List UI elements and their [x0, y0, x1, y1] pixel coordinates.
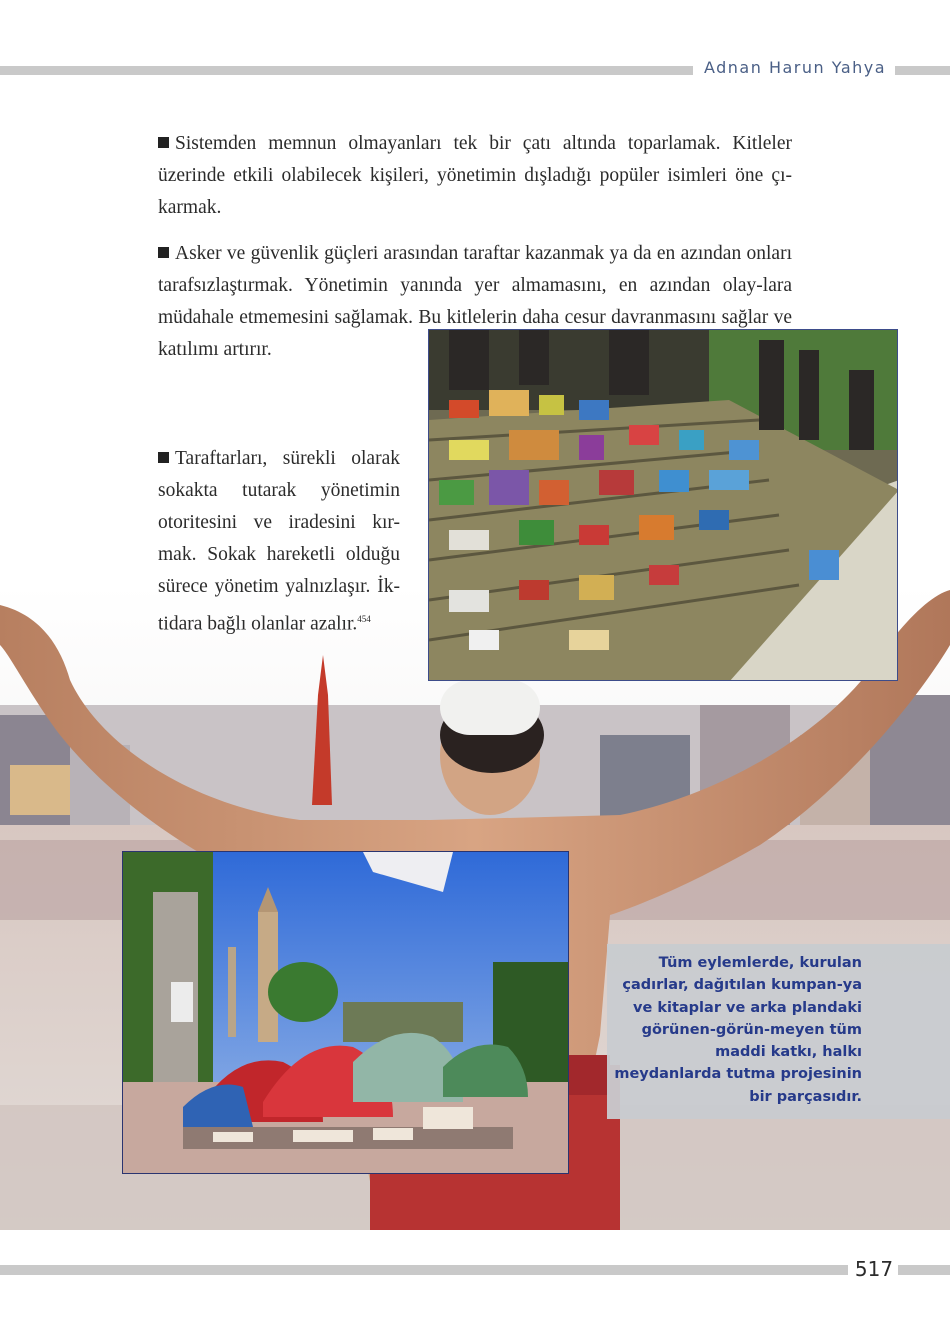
paragraph-3-text: Taraftarları, sürekli olarak sokakta tutarak yönetimin otoritesini ve iradesini kır-mak. Sokak hareketli olduğu sürece yönetim yalnızlaşır. İk-tidara bağlı olanlar azalır.: [158, 448, 400, 635]
tents-photo: [122, 851, 569, 1174]
paragraph-1-text: Sistemden memnun olmayanları tek bir çatı altında toparlamak. Kitleler üzerinde etkili olabilecek kişileri, yönetimin dışladığı popüler isimleri öne çı-karmak.: [158, 133, 792, 218]
photo-caption: Tüm eylemlerde, kurulan çadırlar, dağıtılan kumpan-ya ve kitaplar ve arka plandaki görünen-görün-meyen tüm maddi katkı, halkı meydanlarda tutma projesinin bir parçasıdır.: [614, 955, 862, 1105]
header-rule-right: [895, 66, 950, 75]
footnote-reference: 454: [357, 614, 371, 624]
header-rule-left: [0, 66, 693, 75]
footer-rule-left: [0, 1265, 848, 1275]
paragraph-1: [158, 128, 792, 224]
bullet-square-icon: [158, 247, 169, 258]
running-header-author: Adnan Harun Yahya: [703, 58, 887, 77]
footer-rule-right: [898, 1265, 950, 1275]
bullet-square-icon: [158, 452, 169, 463]
page-number: 517: [854, 1257, 894, 1281]
paragraph-3: [158, 443, 400, 641]
paragraph-2-text: Asker ve güvenlik güçleri arasından taraftar kazanmak ya da en azından onları tarafsızlaştırmak. Yönetimin yanında yer almamasını, en azından olay-lara müdahale etmemesini sağlamak. Bu kitlelerin daha cesur davranmasını sağlar ve katılımı artırır.: [158, 243, 792, 360]
bullet-square-icon: [158, 137, 169, 148]
supplies-on-steps-photo: [428, 329, 898, 681]
